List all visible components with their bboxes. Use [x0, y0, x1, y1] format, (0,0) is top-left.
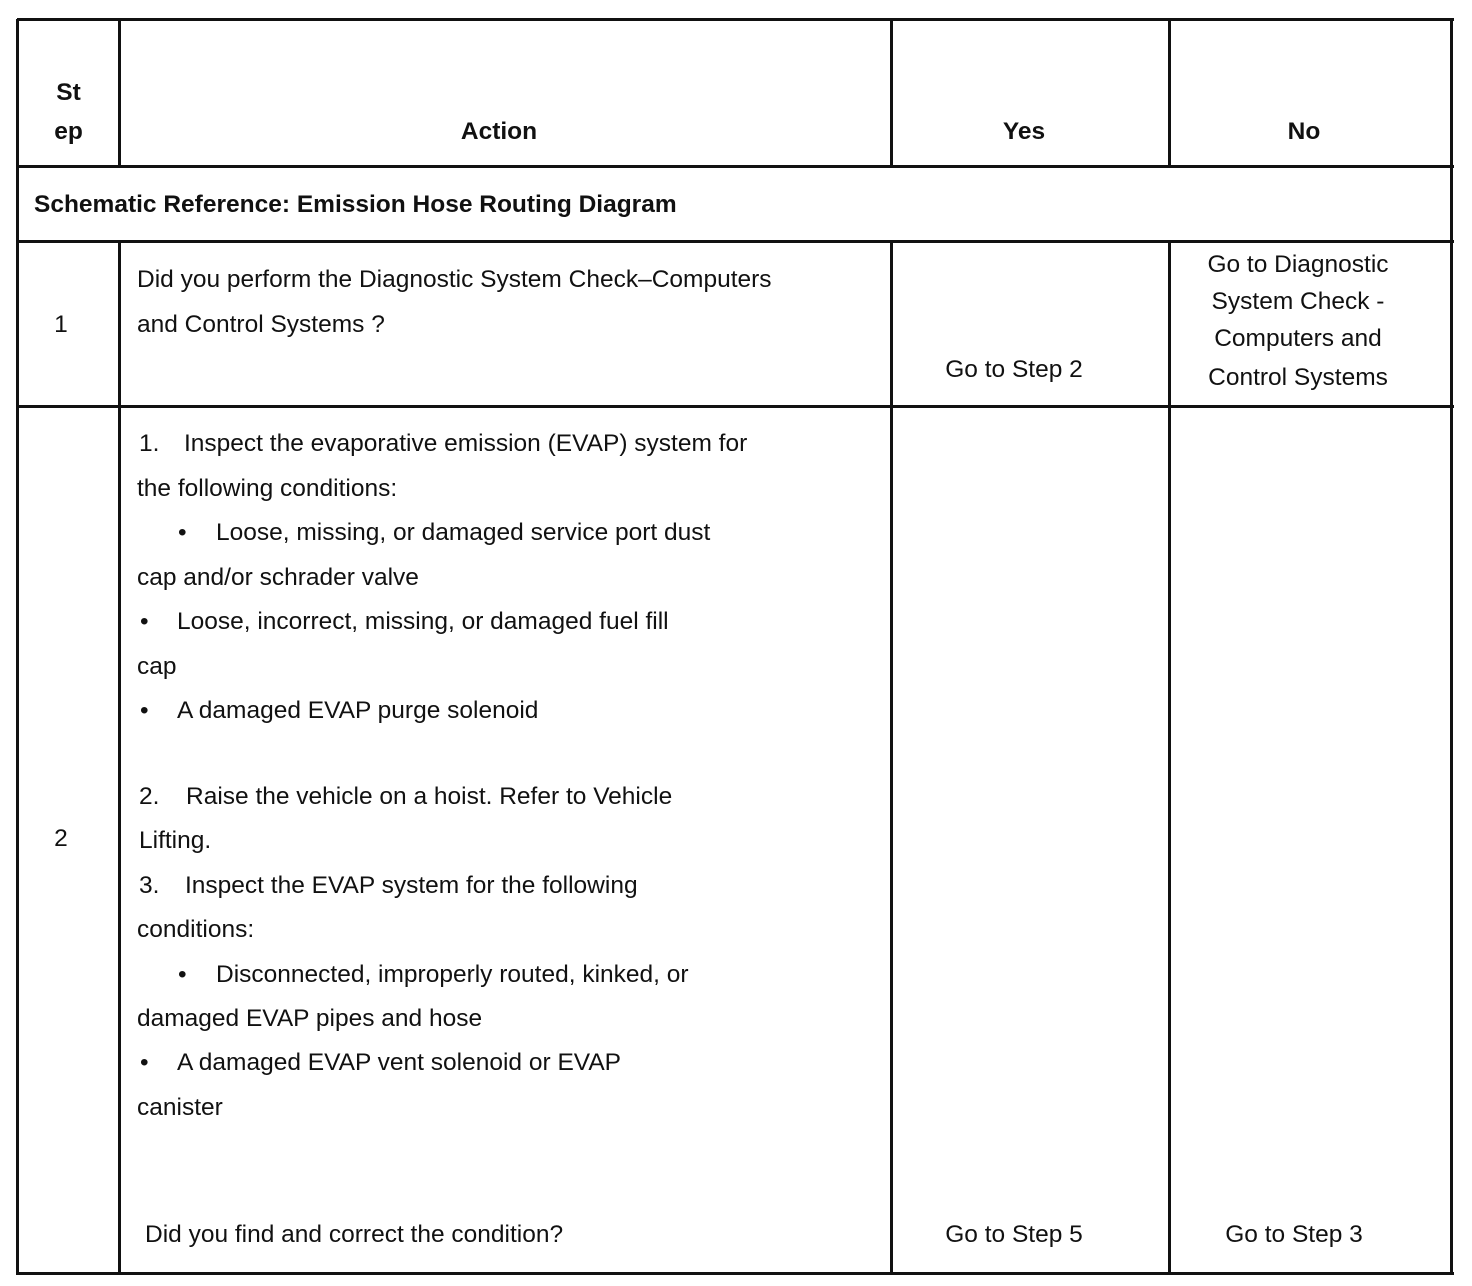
header-action: Action [460, 118, 538, 145]
item-3-continued: conditions: [137, 916, 255, 943]
bullet-2-text: Loose, incorrect, missing, or damaged fuel fill [177, 608, 669, 635]
step-2-yes: Go to Step 5 [945, 1221, 1083, 1248]
bullet-4-continued: damaged EVAP pipes and hose [137, 1005, 483, 1032]
item-2-continued: Lifting. [139, 827, 212, 854]
item-3-number: 3. [139, 872, 160, 899]
item-1-continued: the following conditions: [137, 475, 398, 502]
step-1-no-line3: Computers and [1214, 325, 1382, 352]
table-border-top [17, 18, 1454, 21]
bullet-5-continued: canister [137, 1094, 223, 1121]
step-1-no-line2: System Check - [1211, 288, 1385, 315]
bullet-1-marker: • [178, 519, 187, 546]
bullet-3-marker: • [140, 697, 149, 724]
row-divider-header [17, 165, 1454, 168]
bullet-2-continued: cap [137, 653, 177, 680]
bullet-1-text: Loose, missing, or damaged service port dust [216, 519, 711, 546]
item-1-number: 1. [139, 430, 160, 457]
row-divider-reference [17, 240, 1454, 243]
item-2-number: 2. [139, 783, 160, 810]
header-no: No [1287, 118, 1321, 145]
step-1-action-line2: and Control Systems ? [137, 311, 385, 338]
step-2-question: Did you find and correct the condition? [145, 1221, 564, 1248]
step-2-number: 2 [54, 825, 68, 852]
table-border-right [1450, 19, 1453, 1275]
step-1-no-line1: Go to Diagnostic [1207, 251, 1389, 278]
row-divider-step1 [17, 405, 1454, 408]
column-divider-yes-body [1168, 240, 1171, 1275]
bullet-5-marker: • [140, 1049, 149, 1076]
bullet-3-text: A damaged EVAP purge solenoid [177, 697, 539, 724]
header-step-line1: St [56, 79, 81, 106]
table-border-bottom [17, 1272, 1454, 1275]
bullet-4-marker: • [178, 961, 187, 988]
table-border-left [16, 19, 19, 1275]
bullet-5-text: A damaged EVAP vent solenoid or EVAP [177, 1049, 622, 1076]
step-2-no: Go to Step 3 [1225, 1221, 1363, 1248]
bullet-4-text: Disconnected, improperly routed, kinked, or [216, 961, 689, 988]
item-2-text: Raise the vehicle on a hoist. Refer to Vehicle [186, 783, 673, 810]
step-1-number: 1 [54, 311, 68, 338]
step-1-yes: Go to Step 2 [945, 356, 1083, 383]
bullet-2-marker: • [140, 608, 149, 635]
bullet-1-continued: cap and/or schrader valve [137, 564, 419, 591]
column-divider-step-body [118, 240, 121, 1275]
step-1-no-line4: Control Systems [1208, 364, 1388, 391]
item-1-text: Inspect the evaporative emission (EVAP) system for [184, 430, 748, 457]
step-1-action-line1: Did you perform the Diagnostic System Check–Computers [137, 266, 772, 293]
header-step-line2: ep [54, 118, 83, 145]
schematic-reference: Schematic Reference: Emission Hose Routing Diagram [34, 191, 677, 218]
header-yes: Yes [1002, 118, 1046, 145]
column-divider-action-body [890, 240, 893, 1275]
item-3-text: Inspect the EVAP system for the following [185, 872, 638, 899]
